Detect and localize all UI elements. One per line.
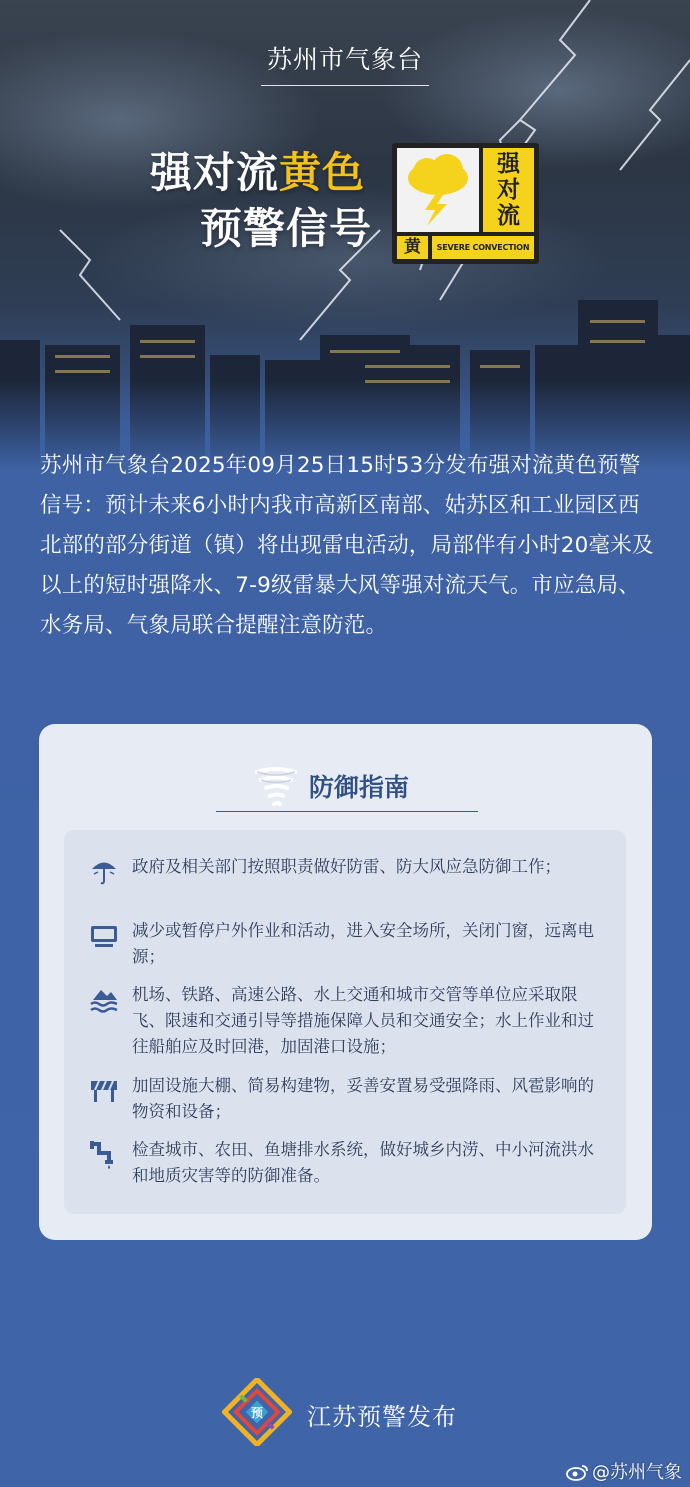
badge-english: SEVERE CONVECTION [432,236,534,259]
flood-waves-icon [89,984,119,1014]
defense-guide-card [39,724,652,1240]
drain-pipe-icon [89,1139,119,1169]
guide-item-text: 机场、铁路、高速公路、水上交通和城市交管等单位应采取限飞、限速和交通引导等措施保障人员和交通安全；水上作业和过往船舶应及时回港，加固港口设施； [132,985,594,1056]
headline-signal: 预警信号 [200,204,373,253]
tornado-icon [251,764,301,812]
warning-signal-badge [392,143,539,264]
guide-title-underline [216,811,478,812]
guide-list [64,830,626,1214]
watermark-text: @苏州气象 [592,1462,682,1483]
guide-item-text: 加固设施大棚、简易构建物，妥善安置易受强降雨、风雹影响的物资和设备； [132,1076,594,1121]
weibo-watermark [566,1458,682,1484]
badge-name: 强对流 [483,148,534,232]
footer-brand: 江苏预警发布 [307,1403,457,1431]
svg-text:预: 预 [250,1406,264,1420]
headline-type: 强对流 [150,148,280,197]
publisher-title: 苏州市气象台 [0,40,690,86]
umbrella-icon [89,856,119,886]
guide-header [39,764,652,814]
weibo-icon [566,1463,590,1481]
guide-title: 防御指南 [309,773,410,802]
guide-item-text: 政府及相关部门按照职责做好防雷、防大风应急防御工作； [132,857,561,876]
headline-level: 黄色 [279,148,366,197]
guide-item-text: 检查城市、农田、鱼塘排水系统，做好城乡内涝、中小河流洪水和地质灾害等的防御准备。 [132,1140,594,1185]
guide-item-text: 减少或暂停户外作业和活动，进入安全场所，关闭门窗，远离电源； [132,921,594,966]
warning-description: 苏州市气象台2025年09月25日15时53分发布强对流黄色预警信号：预计未来6小时内我市高新区南部、姑苏区和工业园区西北部的部分街道（镇）将出现雷电活动，局部伴有小时20毫米及以上的短时强降水、7-9级雷暴大风等强对流天气。市应急局、水务局、气象局联合提醒注意防范。 [40,453,654,638]
jiangsu-warning-logo [222,1378,292,1446]
hero-banner [0,0,690,470]
barrier-icon [89,1075,119,1105]
badge-level: 黄 [397,236,428,259]
footer [0,1378,690,1448]
thunderstorm-cloud-icon [397,148,479,232]
warning-headline [150,145,390,257]
monitor-icon [89,920,119,950]
